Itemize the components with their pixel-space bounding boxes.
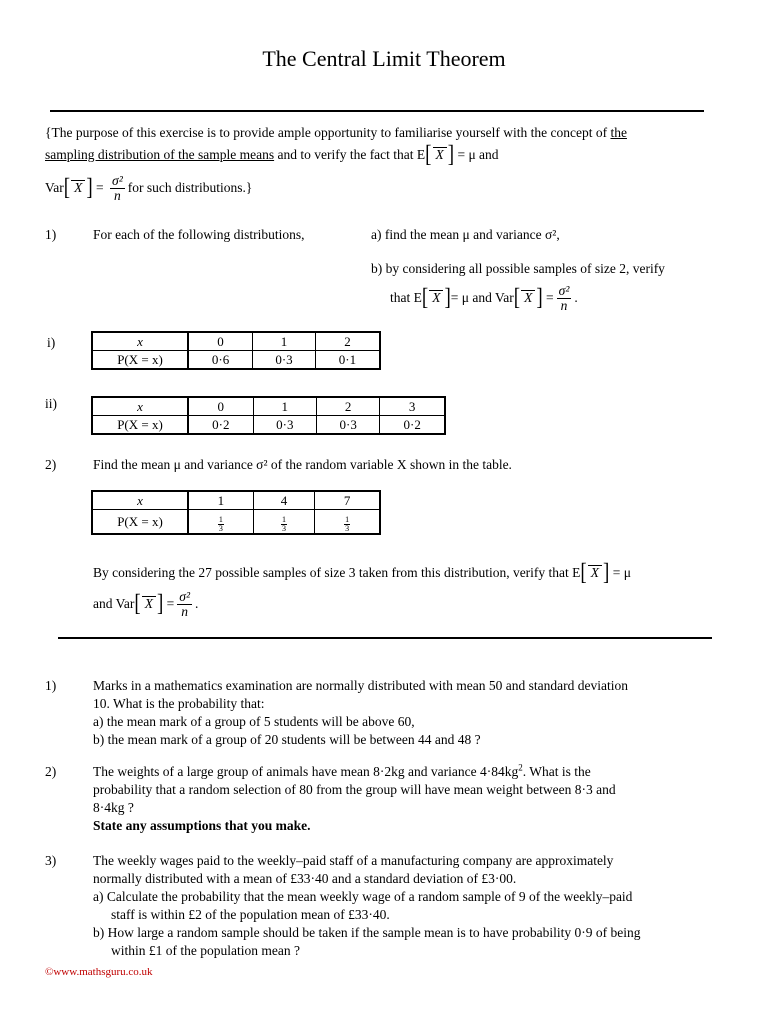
q1-part-a: a) find the mean μ and variance σ², xyxy=(371,227,560,242)
q1-part-b: b) by considering all possible samples of size 2, verify xyxy=(371,261,665,276)
p2-q3-text: The weekly wages paid to the weekly–paid staff of a manufacturing company are approximately normally distributed with a mean of £33·40 and a standard deviation of £3·00. a) Calculate the probability that the mean weekly wage of a random sample of 9 of the weekly–paid staff is within £2 of the population mean of £33·40. b) How large a random sample should be taken if the sample mean is to have probability 0·9 of being within £1 of the population mean ? xyxy=(93,853,641,958)
intro-link-sampling: sampling distribution of the sample means xyxy=(45,147,275,162)
p2-q2-text: The weights of a large group of animals have mean 8·2kg and variance $4\cdot 84kg^2$. What is the probability that a random selection of 80 from the group will have mean weight between 8·3 and 8·4kg ? State any assumptions that you make. xyxy=(93,762,616,833)
intro-line-3: Var [ X ] = $\frac{\text{σ²}}{n}$ for such distributions.} xyxy=(45,172,253,203)
intro-link-the: the xyxy=(610,125,627,140)
q1-that-line: that E [ X ] = μ and Var [ X ] = $\frac{\text{σ²}}{n}$ . xyxy=(390,282,578,313)
table-row: P(X = x) 0·2 0·3 0·3 0·2 xyxy=(92,416,445,435)
distribution-table-i xyxy=(91,331,381,370)
table-row: x 1 4 7 xyxy=(92,491,380,510)
p2-q1-text: Marks in a mathematics examination are normally distributed with mean 50 and standard deviation 10. What is the probability that: a) the mean mark of a group of 5 students will be above 60, b) the mean mark of a group of 20 students will be between 44 and 48 ? xyxy=(93,678,628,747)
table-ii-label: ii) xyxy=(45,396,57,411)
distribution-table-q2 xyxy=(91,490,381,535)
table-i-label: i) xyxy=(47,335,56,350)
table-row: P(X = x) $\frac{1}{3}$ $\frac{1}{3}$ $\frac{1}{3}$ xyxy=(92,510,380,535)
q2-var-line: and Var [ X ] = $\frac{\text{σ²}}{n}$ . xyxy=(93,588,199,619)
p2-q3-number: 3) xyxy=(45,853,57,868)
q2-text: Find the mean μ and variance σ² of the random variable X shown in the table. xyxy=(93,457,512,472)
distribution-table-ii xyxy=(91,396,446,435)
table-row: x 0 1 2 xyxy=(92,332,380,351)
q1-number: 1) xyxy=(45,227,57,242)
p2-q1-number: 1) xyxy=(45,678,57,693)
footer-website-link[interactable]: ©www.mathsguru.co.uk xyxy=(45,966,153,978)
p2-q2-number: 2) xyxy=(45,764,57,779)
q2-number: 2) xyxy=(45,457,57,472)
sigma-over-n: $\frac{\text{σ²}}{n}$ xyxy=(112,172,123,203)
intro-line-1: {The purpose of this exercise is to provide ample opportunity to familiarise yourself with the concept of the xyxy=(45,125,627,140)
assumptions-note: State any assumptions that you make. xyxy=(93,818,311,833)
q2-verify-line: By considering the 27 possible samples of size 3 taken from this distribution, verify that E[ X ] = μ xyxy=(93,558,631,586)
table-row: x 0 1 2 3 xyxy=(92,397,445,416)
section-divider xyxy=(58,637,712,639)
q1-text: For each of the following distributions, xyxy=(93,227,305,242)
table-row: P(X = x) 0·6 0·3 0·1 xyxy=(92,351,380,370)
intro-line-2: sampling distribution of the sample means and to verify the fact that E[ X ] = μ and xyxy=(45,140,499,168)
title-divider xyxy=(50,110,704,112)
page-title: The Central Limit Theorem xyxy=(262,46,506,71)
